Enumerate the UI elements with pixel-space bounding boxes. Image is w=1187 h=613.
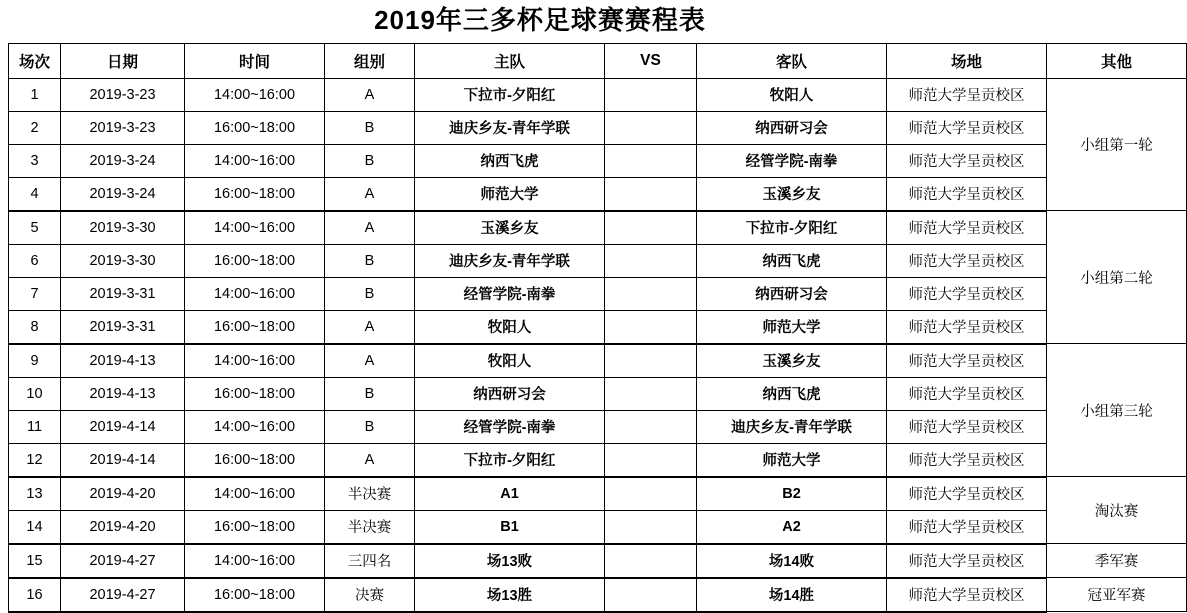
table-row bbox=[9, 410, 1187, 443]
cell-other: 冠亚军赛 bbox=[1047, 578, 1187, 612]
table-row bbox=[9, 244, 1187, 277]
cell-time: 16:00~18:00 bbox=[185, 310, 325, 344]
cell-no: 12 bbox=[9, 443, 61, 477]
cell-away: 纳西飞虎 bbox=[697, 244, 887, 277]
cell-home: 场13败 bbox=[415, 544, 605, 578]
cell-venue: 师范大学呈贡校区 bbox=[887, 510, 1047, 544]
cell-no: 11 bbox=[9, 410, 61, 443]
cell-away: 下拉市-夕阳红 bbox=[697, 211, 887, 245]
cell-home: 迪庆乡友-青年学联 bbox=[415, 111, 605, 144]
table-row bbox=[9, 510, 1187, 544]
cell-date: 2019-4-14 bbox=[61, 410, 185, 443]
cell-away: 场14胜 bbox=[697, 578, 887, 612]
cell-venue: 师范大学呈贡校区 bbox=[887, 377, 1047, 410]
cell-date: 2019-4-14 bbox=[61, 443, 185, 477]
cell-group: B bbox=[325, 111, 415, 144]
cell-no: 7 bbox=[9, 277, 61, 310]
column-header-venue: 场地 bbox=[887, 43, 1047, 78]
cell-away: 纳西研习会 bbox=[697, 277, 887, 310]
cell-group: B bbox=[325, 377, 415, 410]
table-header-row bbox=[9, 43, 1187, 78]
cell-group: A bbox=[325, 78, 415, 111]
cell-time: 16:00~18:00 bbox=[185, 111, 325, 144]
cell-other: 小组第三轮 bbox=[1047, 344, 1187, 477]
cell-other: 季军赛 bbox=[1047, 544, 1187, 578]
cell-away: 师范大学 bbox=[697, 443, 887, 477]
cell-time: 14:00~16:00 bbox=[185, 78, 325, 111]
cell-group: A bbox=[325, 177, 415, 211]
cell-no: 16 bbox=[9, 578, 61, 612]
cell-group: A bbox=[325, 344, 415, 378]
column-header-vs: VS bbox=[605, 43, 697, 78]
cell-vs bbox=[605, 144, 697, 177]
cell-vs bbox=[605, 344, 697, 378]
cell-no: 8 bbox=[9, 310, 61, 344]
cell-date: 2019-3-31 bbox=[61, 310, 185, 344]
cell-home: B1 bbox=[415, 510, 605, 544]
cell-home: 牧阳人 bbox=[415, 310, 605, 344]
cell-home: 经管学院-南拳 bbox=[415, 410, 605, 443]
cell-date: 2019-4-13 bbox=[61, 344, 185, 378]
cell-home: 玉溪乡友 bbox=[415, 211, 605, 245]
cell-away: A2 bbox=[697, 510, 887, 544]
cell-time: 16:00~18:00 bbox=[185, 377, 325, 410]
cell-time: 14:00~16:00 bbox=[185, 144, 325, 177]
cell-time: 14:00~16:00 bbox=[185, 410, 325, 443]
table-row bbox=[9, 111, 1187, 144]
cell-vs bbox=[605, 244, 697, 277]
cell-time: 14:00~16:00 bbox=[185, 277, 325, 310]
cell-home: 牧阳人 bbox=[415, 344, 605, 378]
cell-venue: 师范大学呈贡校区 bbox=[887, 443, 1047, 477]
cell-no: 13 bbox=[9, 477, 61, 511]
cell-no: 2 bbox=[9, 111, 61, 144]
cell-other: 淘汰赛 bbox=[1047, 477, 1187, 544]
cell-date: 2019-3-23 bbox=[61, 111, 185, 144]
table-row bbox=[9, 310, 1187, 344]
cell-vs bbox=[605, 443, 697, 477]
cell-date: 2019-3-31 bbox=[61, 277, 185, 310]
page-title: 2019年三多杯足球赛赛程表 bbox=[374, 5, 706, 35]
table-row bbox=[9, 443, 1187, 477]
table-header bbox=[9, 43, 1187, 78]
table-row bbox=[9, 578, 1187, 612]
column-header-home: 主队 bbox=[415, 43, 605, 78]
cell-away: B2 bbox=[697, 477, 887, 511]
cell-venue: 师范大学呈贡校区 bbox=[887, 211, 1047, 245]
column-header-group: 组别 bbox=[325, 43, 415, 78]
cell-venue: 师范大学呈贡校区 bbox=[887, 410, 1047, 443]
cell-home: 迪庆乡友-青年学联 bbox=[415, 244, 605, 277]
cell-vs bbox=[605, 578, 697, 612]
cell-group: 决赛 bbox=[325, 578, 415, 612]
cell-venue: 师范大学呈贡校区 bbox=[887, 344, 1047, 378]
cell-date: 2019-4-13 bbox=[61, 377, 185, 410]
column-header-date: 日期 bbox=[61, 43, 185, 78]
cell-time: 16:00~18:00 bbox=[185, 443, 325, 477]
table-row bbox=[9, 144, 1187, 177]
table-row bbox=[9, 477, 1187, 511]
column-header-time: 时间 bbox=[185, 43, 325, 78]
cell-vs bbox=[605, 111, 697, 144]
cell-date: 2019-3-24 bbox=[61, 177, 185, 211]
cell-vs bbox=[605, 78, 697, 111]
cell-date: 2019-4-27 bbox=[61, 544, 185, 578]
cell-date: 2019-3-30 bbox=[61, 211, 185, 245]
cell-vs bbox=[605, 211, 697, 245]
cell-venue: 师范大学呈贡校区 bbox=[887, 277, 1047, 310]
cell-home: 经管学院-南拳 bbox=[415, 277, 605, 310]
cell-away: 迪庆乡友-青年学联 bbox=[697, 410, 887, 443]
cell-venue: 师范大学呈贡校区 bbox=[887, 244, 1047, 277]
schedule-table bbox=[8, 43, 1187, 613]
cell-venue: 师范大学呈贡校区 bbox=[887, 144, 1047, 177]
cell-away: 经管学院-南拳 bbox=[697, 144, 887, 177]
cell-time: 14:00~16:00 bbox=[185, 477, 325, 511]
cell-other: 小组第二轮 bbox=[1047, 211, 1187, 344]
cell-group: A bbox=[325, 211, 415, 245]
cell-group: 半决赛 bbox=[325, 510, 415, 544]
cell-away: 纳西飞虎 bbox=[697, 377, 887, 410]
cell-no: 9 bbox=[9, 344, 61, 378]
cell-venue: 师范大学呈贡校区 bbox=[887, 310, 1047, 344]
cell-time: 16:00~18:00 bbox=[185, 578, 325, 612]
cell-vs bbox=[605, 544, 697, 578]
table-row bbox=[9, 377, 1187, 410]
cell-vs bbox=[605, 310, 697, 344]
cell-home: 纳西研习会 bbox=[415, 377, 605, 410]
cell-date: 2019-4-27 bbox=[61, 578, 185, 612]
table-row bbox=[9, 344, 1187, 378]
cell-venue: 师范大学呈贡校区 bbox=[887, 477, 1047, 511]
cell-group: 半决赛 bbox=[325, 477, 415, 511]
cell-away: 玉溪乡友 bbox=[697, 344, 887, 378]
cell-group: B bbox=[325, 244, 415, 277]
cell-venue: 师范大学呈贡校区 bbox=[887, 111, 1047, 144]
cell-date: 2019-3-24 bbox=[61, 144, 185, 177]
cell-vs bbox=[605, 477, 697, 511]
cell-date: 2019-3-23 bbox=[61, 78, 185, 111]
cell-no: 15 bbox=[9, 544, 61, 578]
cell-venue: 师范大学呈贡校区 bbox=[887, 578, 1047, 612]
cell-time: 16:00~18:00 bbox=[185, 244, 325, 277]
cell-group: B bbox=[325, 410, 415, 443]
table-row bbox=[9, 277, 1187, 310]
cell-home: 纳西飞虎 bbox=[415, 144, 605, 177]
cell-vs bbox=[605, 277, 697, 310]
cell-away: 场14败 bbox=[697, 544, 887, 578]
cell-away: 师范大学 bbox=[697, 310, 887, 344]
cell-group: B bbox=[325, 144, 415, 177]
cell-venue: 师范大学呈贡校区 bbox=[887, 544, 1047, 578]
cell-venue: 师范大学呈贡校区 bbox=[887, 177, 1047, 211]
cell-time: 16:00~18:00 bbox=[185, 177, 325, 211]
cell-no: 1 bbox=[9, 78, 61, 111]
table-body bbox=[9, 78, 1187, 612]
cell-no: 4 bbox=[9, 177, 61, 211]
cell-vs bbox=[605, 377, 697, 410]
cell-away: 纳西研习会 bbox=[697, 111, 887, 144]
column-header-other: 其他 bbox=[1047, 43, 1187, 78]
cell-group: B bbox=[325, 277, 415, 310]
cell-date: 2019-3-30 bbox=[61, 244, 185, 277]
cell-time: 14:00~16:00 bbox=[185, 344, 325, 378]
cell-no: 10 bbox=[9, 377, 61, 410]
cell-vs bbox=[605, 177, 697, 211]
column-header-no: 场次 bbox=[9, 43, 61, 78]
table-row bbox=[9, 177, 1187, 211]
cell-no: 3 bbox=[9, 144, 61, 177]
cell-other: 小组第一轮 bbox=[1047, 78, 1187, 211]
cell-time: 14:00~16:00 bbox=[185, 211, 325, 245]
cell-group: 三四名 bbox=[325, 544, 415, 578]
cell-group: A bbox=[325, 310, 415, 344]
cell-home: 场13胜 bbox=[415, 578, 605, 612]
cell-home: 下拉市-夕阳红 bbox=[415, 78, 605, 111]
cell-vs bbox=[605, 410, 697, 443]
cell-time: 16:00~18:00 bbox=[185, 510, 325, 544]
cell-date: 2019-4-20 bbox=[61, 477, 185, 511]
cell-venue: 师范大学呈贡校区 bbox=[887, 78, 1047, 111]
table-row bbox=[9, 544, 1187, 578]
cell-group: A bbox=[325, 443, 415, 477]
column-header-away: 客队 bbox=[697, 43, 887, 78]
cell-no: 14 bbox=[9, 510, 61, 544]
cell-home: 师范大学 bbox=[415, 177, 605, 211]
cell-home: 下拉市-夕阳红 bbox=[415, 443, 605, 477]
cell-date: 2019-4-20 bbox=[61, 510, 185, 544]
table-row bbox=[9, 211, 1187, 245]
cell-no: 5 bbox=[9, 211, 61, 245]
cell-away: 玉溪乡友 bbox=[697, 177, 887, 211]
cell-away: 牧阳人 bbox=[697, 78, 887, 111]
cell-no: 6 bbox=[9, 244, 61, 277]
table-row bbox=[9, 78, 1187, 111]
cell-home: A1 bbox=[415, 477, 605, 511]
cell-vs bbox=[605, 510, 697, 544]
cell-time: 14:00~16:00 bbox=[185, 544, 325, 578]
